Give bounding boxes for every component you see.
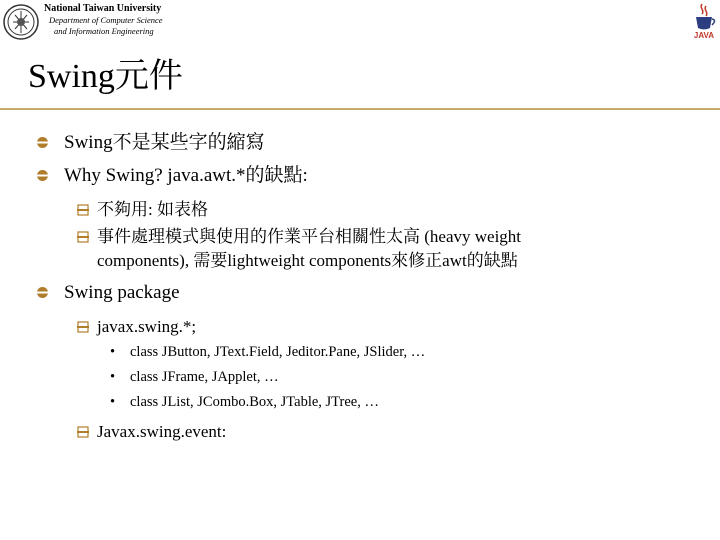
sub-bullet-item [77,199,208,222]
bullet-text: Swing不是某些字的縮寫 [64,132,265,153]
sub-bullet-continuation: components), 需要lightweight components來修正awt的缺點 [97,251,518,270]
slide-title: Swing元件 [28,58,183,95]
third-level-item [110,368,279,387]
third-level-item [110,393,379,412]
third-level-item [110,343,425,362]
dot-bullet-icon: • [110,394,116,410]
java-cup-logo-icon [690,2,718,40]
title-divider [0,108,720,110]
dot-bullet-icon: • [110,369,116,385]
bullet-text: Why Swing? java.awt.*的缺點: [64,165,308,186]
department-line-1: Department of Computer Science [49,15,163,25]
sub-bullet-text: javax.swing.*; [97,317,197,336]
third-level-text: class JFrame, JApplet, … [130,369,279,385]
third-level-text: class JButton, JText.Field, Jeditor.Pane, JSlider, … [130,344,426,360]
slide-header [0,0,720,52]
sub-bullet-icon [77,321,89,333]
sub-bullet-item [77,421,226,444]
bullet-icon [36,169,49,182]
bullet-icon [36,286,49,299]
bullet-item [36,281,180,306]
university-seal-icon [3,2,39,42]
third-level-text: class JList, JCombo.Box, JTable, JTree, … [130,394,379,410]
sub-bullet-text: 不夠用: 如表格 [97,200,208,219]
bullet-item [36,131,265,156]
bullet-item [36,164,308,189]
sub-bullet-item [77,226,521,249]
sub-bullet-item [77,316,196,339]
sub-bullet-text: 事件處理模式與使用的作業平台相關性太高 (heavy weight [97,227,522,246]
sub-bullet-icon [77,426,89,438]
bullet-text: Swing package [64,282,180,303]
java-logo-label: JAVA [693,31,715,40]
sub-bullet-text: Javax.swing.event: [97,422,227,441]
dot-bullet-icon: • [110,344,116,360]
bullet-icon [36,136,49,149]
sub-bullet-icon [77,204,89,216]
department-line-2: and Information Engineering [54,26,154,36]
university-name: National Taiwan University [44,3,162,14]
sub-bullet-icon [77,231,89,243]
